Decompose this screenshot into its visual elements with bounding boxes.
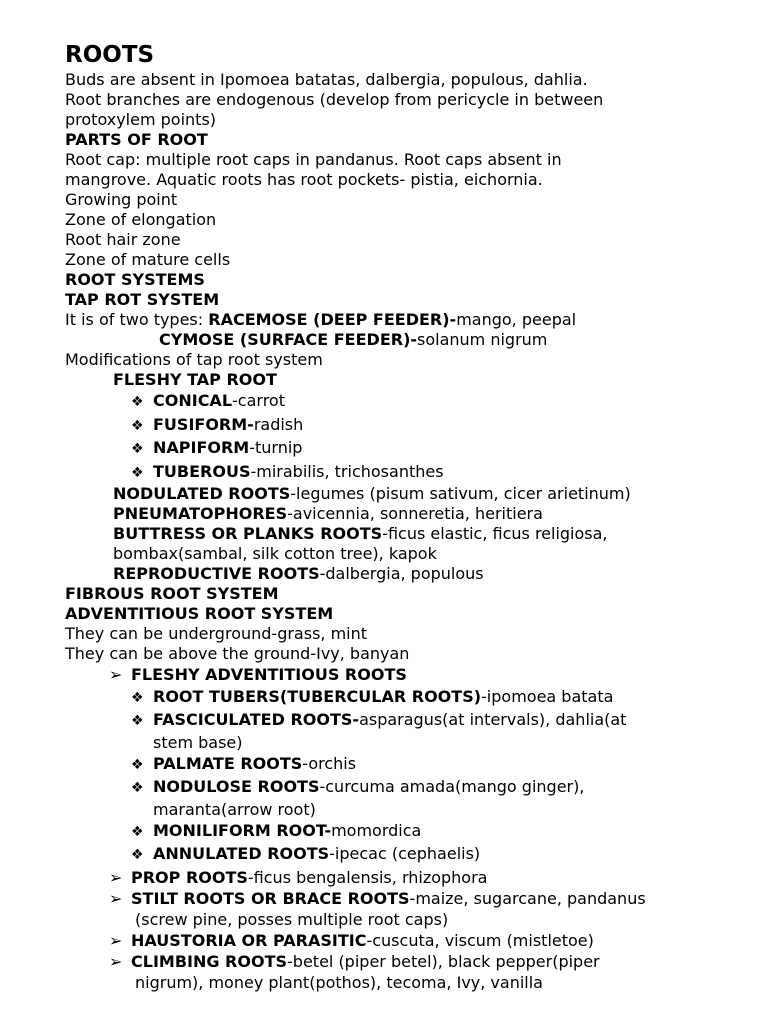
reproductive-text: -dalbergia, populous xyxy=(319,564,484,583)
root-systems-heading: ROOT SYSTEMS xyxy=(65,270,205,289)
item-label: MONILIFORM ROOT- xyxy=(153,820,332,840)
parts-heading: PARTS OF ROOT xyxy=(65,130,208,149)
cymose-examples: solanum nigrum xyxy=(417,330,548,349)
list-item xyxy=(65,867,755,889)
diamond-bullet-icon: ❖ xyxy=(131,823,144,840)
fleshy-tap-heading: FLESHY TAP ROOT xyxy=(113,370,277,389)
list-item xyxy=(65,843,755,867)
list-item xyxy=(65,709,755,733)
reproductive-label: REPRODUCTIVE ROOTS xyxy=(113,564,320,583)
zone-item: Root hair zone xyxy=(65,230,181,249)
diamond-bullet-icon: ❖ xyxy=(131,441,144,457)
pneumatophores-text: -avicennia, sonneretia, heritiera xyxy=(287,504,543,523)
arrow-bullet-icon: ➢ xyxy=(109,867,123,887)
item-text: -maize, sugarcane, pandanus xyxy=(409,889,646,908)
diamond-bullet-icon: ❖ xyxy=(131,417,144,434)
list-item-continuation: (screw pine, posses multiple root caps) xyxy=(135,909,449,929)
diamond-bullet-icon: ❖ xyxy=(131,689,144,706)
pneumatophores-line xyxy=(65,504,755,524)
intro-branches-line1: Root branches are endogenous (develop from pericycle in between xyxy=(65,90,604,109)
list-item xyxy=(65,930,755,952)
list-item xyxy=(65,776,755,800)
zone-item: Growing point xyxy=(65,190,178,209)
zone-item: Zone of mature cells xyxy=(65,250,231,269)
list-item xyxy=(65,390,755,414)
list-item xyxy=(65,414,755,438)
page-title: ROOTS xyxy=(65,42,155,68)
arrow-bullet-icon: ➢ xyxy=(109,665,123,684)
item-text: -orchis xyxy=(302,753,357,773)
item-label: FASCICULATED ROOTS- xyxy=(153,710,360,729)
nodulated-roots-line xyxy=(65,484,755,504)
item-label: PROP ROOTS xyxy=(131,867,248,887)
adventitious-root-heading: ADVENTITIOUS ROOT SYSTEM xyxy=(65,604,334,623)
diamond-bullet-icon: ❖ xyxy=(131,464,144,481)
diamond-bullet-icon: ❖ xyxy=(131,847,144,863)
list-item-continuation: stem base) xyxy=(153,732,243,752)
reproductive-roots-line xyxy=(65,564,755,584)
tap-modifications-intro: Modifications of tap root system xyxy=(65,350,323,369)
adventitious-above-ground: They can be above the ground-Ivy, banyan xyxy=(65,644,410,663)
pneumatophores-label: PNEUMATOPHORES xyxy=(113,504,288,523)
intro-buds: Buds are absent in Ipomoea batatas, dalbergia, populous, dahlia. xyxy=(65,70,588,89)
cymose-label: CYMOSE (SURFACE FEEDER)- xyxy=(159,330,418,349)
item-text: -mirabilis, trichosanthes xyxy=(250,461,444,481)
diamond-bullet-icon: ❖ xyxy=(131,780,144,796)
item-label: TUBEROUS xyxy=(153,461,251,481)
fleshy-adventitious-label: FLESHY ADVENTITIOUS ROOTS xyxy=(131,665,407,684)
item-label: CONICAL xyxy=(153,391,233,410)
item-label: HAUSTORIA OR PARASITIC xyxy=(131,930,367,950)
list-item-continuation: maranta(arrow root) xyxy=(153,799,316,819)
list-item xyxy=(65,461,755,485)
buttress-roots-line xyxy=(65,524,755,544)
item-label: ROOT TUBERS(TUBERCULAR ROOTS) xyxy=(153,686,482,706)
tap-root-heading: TAP ROT SYSTEM xyxy=(65,290,220,309)
root-cap-line1: Root cap: multiple root caps in pandanus. Root caps absent in xyxy=(65,150,562,169)
item-text: asparagus(at intervals), dahlia(at xyxy=(359,710,627,729)
item-text: -curcuma amada(mango ginger), xyxy=(319,777,585,796)
list-item xyxy=(65,888,755,910)
nodulated-label: NODULATED ROOTS xyxy=(113,484,291,503)
item-text: -turnip xyxy=(249,438,303,457)
buttress-text: -ficus elastic, ficus religiosa, xyxy=(382,524,608,543)
arrow-bullet-icon: ➢ xyxy=(109,930,123,950)
arrow-bullet-icon: ➢ xyxy=(109,889,123,908)
buttress-label: BUTTRESS OR PLANKS ROOTS xyxy=(113,524,383,543)
diamond-bullet-icon: ❖ xyxy=(131,713,144,729)
item-label: FUSIFORM- xyxy=(153,414,254,434)
item-label: CLIMBING ROOTS xyxy=(131,952,288,971)
list-item xyxy=(65,686,755,710)
fibrous-root-heading: FIBROUS ROOT SYSTEM xyxy=(65,584,279,603)
list-item xyxy=(65,437,755,461)
diamond-bullet-icon: ❖ xyxy=(131,756,144,773)
item-text: radish xyxy=(253,414,304,434)
nodulated-text: -legumes (pisum sativum, cicer arietinum) xyxy=(290,484,631,503)
item-text: -ipomoea batata xyxy=(481,686,614,706)
fleshy-adventitious-heading xyxy=(65,664,755,686)
item-text: -carrot xyxy=(232,391,285,410)
item-label: NODULOSE ROOTS xyxy=(153,777,320,796)
arrow-bullet-icon: ➢ xyxy=(109,952,123,971)
list-item xyxy=(65,820,755,844)
item-label: NAPIFORM xyxy=(153,438,250,457)
list-item xyxy=(65,753,755,777)
cymose-line xyxy=(65,330,755,350)
zone-item: Zone of elongation xyxy=(65,210,217,229)
item-text: -ipecac (cephaelis) xyxy=(329,844,481,863)
racemose-examples: mango, peepal xyxy=(456,310,577,329)
item-text: momordica xyxy=(331,820,422,840)
intro-branches-line2: protoxylem points) xyxy=(65,110,217,129)
item-label: STILT ROOTS OR BRACE ROOTS xyxy=(131,889,410,908)
item-text: -betel (piper betel), black pepper(piper xyxy=(287,952,600,971)
racemose-label: RACEMOSE (DEEP FEEDER)- xyxy=(208,310,457,329)
item-text: -cuscuta, viscum (mistletoe) xyxy=(366,930,594,950)
root-cap-line2: mangrove. Aquatic roots has root pockets- pistia, eichornia. xyxy=(65,170,543,189)
item-label: PALMATE ROOTS xyxy=(153,753,303,773)
buttress-roots-continuation: bombax(sambal, silk cotton tree), kapok xyxy=(113,544,437,563)
list-item xyxy=(65,951,755,973)
document-body xyxy=(65,70,755,993)
item-text: -ficus bengalensis, rhizophora xyxy=(247,867,488,887)
tap-types-line xyxy=(65,310,755,330)
adventitious-underground: They can be underground-grass, mint xyxy=(65,624,368,643)
list-item-continuation: nigrum), money plant(pothos), tecoma, Ivy, vanilla xyxy=(135,972,543,992)
tap-types-prefix: It is of two types: xyxy=(65,310,209,329)
diamond-bullet-icon: ❖ xyxy=(131,394,144,410)
item-label: ANNULATED ROOTS xyxy=(153,844,330,863)
